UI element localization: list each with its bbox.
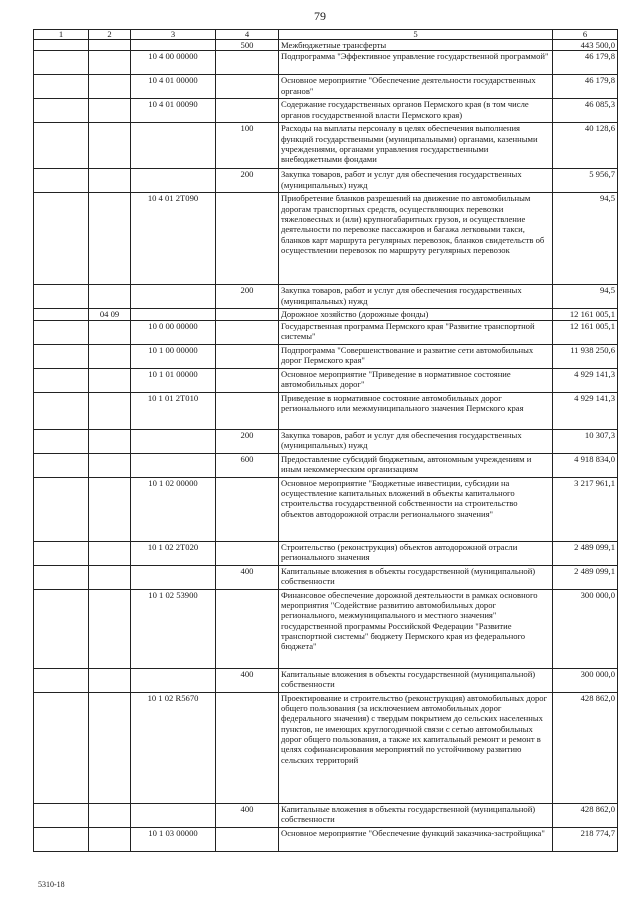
podrazdel-cell	[89, 589, 131, 668]
page-number: 79	[314, 9, 326, 23]
podrazdel-cell	[89, 51, 131, 75]
target-article-cell	[131, 565, 216, 589]
razdel-cell	[34, 123, 89, 169]
amount-cell: 300 000,0	[553, 589, 618, 668]
target-article-cell: 10 1 01 2Т010	[131, 392, 216, 429]
column-header: 6	[553, 30, 618, 40]
amount-cell: 443 500,0	[553, 40, 618, 51]
podrazdel-cell	[89, 368, 131, 392]
expense-type-cell	[216, 75, 279, 99]
table-row	[34, 668, 618, 692]
table-row	[34, 309, 618, 320]
target-article-cell	[131, 169, 216, 193]
podrazdel-cell	[89, 668, 131, 692]
description-cell: Проектирование и строительство (реконструкция) автомобильных дорог общего пользования (за исключением автомобильных дорог федерального значения) с твердым покрытием до сельских населенных пунктов, не имеющих круглогодичной связи с сетью автомобильных дорог общего пользования, а также их капитальный ремонт и ремонт в целях софинансирования мероприятий по устойчивому развитию сельских территорий	[279, 692, 553, 803]
description-cell: Финансовое обеспечение дорожной деятельности в рамках основного мероприятия "Содействие развитию автомобильных дорог регионального, межмуниципального и местного значения" государственной программы Российской Федерации "Развитие транспортной системы" бюджету Пермского края из федерального бюджета"	[279, 589, 553, 668]
expense-type-cell: 200	[216, 429, 279, 453]
expense-type-cell	[216, 692, 279, 803]
amount-cell: 2 489 099,1	[553, 541, 618, 565]
podrazdel-cell	[89, 565, 131, 589]
podrazdel-cell	[89, 541, 131, 565]
description-cell: Подпрограмма "Совершенствование и развитие сети автомобильных дорог Пермского края"	[279, 344, 553, 368]
podrazdel-cell	[89, 827, 131, 851]
target-article-cell: 10 1 00 00000	[131, 344, 216, 368]
amount-cell: 218 774,7	[553, 827, 618, 851]
razdel-cell	[34, 344, 89, 368]
expense-type-cell	[216, 99, 279, 123]
podrazdel-cell	[89, 285, 131, 309]
description-cell: Государственная программа Пермского края "Развитие транспортной системы"	[279, 320, 553, 344]
podrazdel-cell: 04 09	[89, 309, 131, 320]
target-article-cell: 10 1 02 53900	[131, 589, 216, 668]
expense-type-cell	[216, 392, 279, 429]
expense-type-cell	[216, 51, 279, 75]
amount-cell: 10 307,3	[553, 429, 618, 453]
podrazdel-cell	[89, 193, 131, 285]
target-article-cell: 10 4 00 00000	[131, 51, 216, 75]
razdel-cell	[34, 75, 89, 99]
podrazdel-cell	[89, 75, 131, 99]
target-article-cell: 10 1 02 R5670	[131, 692, 216, 803]
expense-type-cell	[216, 827, 279, 851]
expense-type-cell: 600	[216, 453, 279, 477]
expense-type-cell	[216, 368, 279, 392]
description-cell: Закупка товаров, работ и услуг для обеспечения государственных (муниципальных) нужд	[279, 429, 553, 453]
expense-type-cell	[216, 193, 279, 285]
razdel-cell	[34, 309, 89, 320]
table-row	[34, 169, 618, 193]
amount-cell: 46 179,8	[553, 75, 618, 99]
amount-cell: 46 179,8	[553, 51, 618, 75]
razdel-cell	[34, 285, 89, 309]
table-row	[34, 193, 618, 285]
razdel-cell	[34, 477, 89, 541]
table-row	[34, 75, 618, 99]
column-header: 1	[34, 30, 89, 40]
budget-table	[33, 29, 618, 852]
amount-cell: 40 128,6	[553, 123, 618, 169]
table-row	[34, 368, 618, 392]
description-cell: Основное мероприятие "Приведение в нормативное состояние автомобильных дорог"	[279, 368, 553, 392]
razdel-cell	[34, 40, 89, 51]
table-row	[34, 453, 618, 477]
razdel-cell	[34, 169, 89, 193]
table-row	[34, 344, 618, 368]
podrazdel-cell	[89, 169, 131, 193]
expense-type-cell: 200	[216, 285, 279, 309]
razdel-cell	[34, 99, 89, 123]
description-cell: Основное мероприятие "Обеспечение деятельности государственных органов"	[279, 75, 553, 99]
description-cell: Приобретение бланков разрешений на движение по автомобильным дорогам транспортных средств, осуществляющих перевозки тяжеловесных и (или) крупногабаритных грузов, и осуществление деятельности по перевозке пассажиров и багажа легковыми такси, бланков карт маршрута регулярных перевозок, бланков свидетельств об осуществлении перевозок по маршруту регулярных перевозок	[279, 193, 553, 285]
description-cell: Приведение в нормативное состояние автомобильных дорог регионального или межмуниципального значения Пермского края	[279, 392, 553, 429]
podrazdel-cell	[89, 123, 131, 169]
target-article-cell	[131, 803, 216, 827]
expense-type-cell	[216, 320, 279, 344]
amount-cell: 2 489 099,1	[553, 565, 618, 589]
table-header-row	[34, 30, 618, 40]
description-cell: Содержание государственных органов Пермского края (в том числе органов государственной власти Пермского края)	[279, 99, 553, 123]
description-cell: Капитальные вложения в объекты государственной (муниципальной) собственности	[279, 565, 553, 589]
razdel-cell	[34, 320, 89, 344]
expense-type-cell	[216, 589, 279, 668]
podrazdel-cell	[89, 477, 131, 541]
amount-cell: 94,5	[553, 193, 618, 285]
razdel-cell	[34, 565, 89, 589]
table-row	[34, 51, 618, 75]
table-body	[34, 40, 618, 852]
table-row	[34, 285, 618, 309]
razdel-cell	[34, 429, 89, 453]
podrazdel-cell	[89, 99, 131, 123]
amount-cell: 4 918 834,0	[553, 453, 618, 477]
target-article-cell: 10 1 02 2Т020	[131, 541, 216, 565]
target-article-cell	[131, 285, 216, 309]
expense-type-cell: 100	[216, 123, 279, 169]
amount-cell: 11 938 250,6	[553, 344, 618, 368]
description-cell: Предоставление субсидий бюджетным, автономным учреждениям и иным некоммерческим организациям	[279, 453, 553, 477]
amount-cell: 428 862,0	[553, 803, 618, 827]
target-article-cell	[131, 123, 216, 169]
footer-code: 5310-18	[38, 880, 65, 889]
table-row	[34, 40, 618, 51]
description-cell: Основное мероприятие "Обеспечение функций заказчика-застройщика"	[279, 827, 553, 851]
column-header: 4	[216, 30, 279, 40]
razdel-cell	[34, 541, 89, 565]
description-cell: Основное мероприятие "Бюджетные инвестиции, субсидии на осуществление капитальных вложений в объекты капитального строительства государственной собственности на строительство объектов автодорожной отрасли регионального значения"	[279, 477, 553, 541]
podrazdel-cell	[89, 692, 131, 803]
expense-type-cell: 400	[216, 803, 279, 827]
amount-cell: 428 862,0	[553, 692, 618, 803]
razdel-cell	[34, 692, 89, 803]
table-row	[34, 392, 618, 429]
podrazdel-cell	[89, 453, 131, 477]
table-row	[34, 320, 618, 344]
description-cell: Межбюджетные трансферты	[279, 40, 553, 51]
razdel-cell	[34, 51, 89, 75]
table-row	[34, 123, 618, 169]
podrazdel-cell	[89, 392, 131, 429]
expense-type-cell	[216, 309, 279, 320]
target-article-cell	[131, 309, 216, 320]
target-article-cell: 10 1 02 00000	[131, 477, 216, 541]
target-article-cell: 10 4 01 2Т090	[131, 193, 216, 285]
table-row	[34, 565, 618, 589]
expense-type-cell: 400	[216, 668, 279, 692]
description-cell: Расходы на выплаты персоналу в целях обеспечения выполнения функций государственными (муниципальными) органами, казенными учреждениями, органами управления государственными внебюджетными фондами	[279, 123, 553, 169]
table-row	[34, 541, 618, 565]
razdel-cell	[34, 589, 89, 668]
target-article-cell	[131, 40, 216, 51]
table-row	[34, 692, 618, 803]
razdel-cell	[34, 368, 89, 392]
podrazdel-cell	[89, 40, 131, 51]
target-article-cell	[131, 453, 216, 477]
target-article-cell	[131, 429, 216, 453]
description-cell: Капитальные вложения в объекты государственной (муниципальной) собственности	[279, 803, 553, 827]
expense-type-cell	[216, 477, 279, 541]
column-header: 2	[89, 30, 131, 40]
amount-cell: 3 217 961,1	[553, 477, 618, 541]
expense-type-cell: 400	[216, 565, 279, 589]
target-article-cell: 10 1 01 00000	[131, 368, 216, 392]
table-row	[34, 803, 618, 827]
amount-cell: 300 000,0	[553, 668, 618, 692]
podrazdel-cell	[89, 803, 131, 827]
table-row	[34, 429, 618, 453]
table-row	[34, 827, 618, 851]
expense-type-cell: 200	[216, 169, 279, 193]
expense-type-cell	[216, 541, 279, 565]
amount-cell: 12 161 005,1	[553, 309, 618, 320]
column-header: 5	[279, 30, 553, 40]
razdel-cell	[34, 392, 89, 429]
table-row	[34, 99, 618, 123]
target-article-cell: 10 4 01 00000	[131, 75, 216, 99]
razdel-cell	[34, 193, 89, 285]
amount-cell: 12 161 005,1	[553, 320, 618, 344]
target-article-cell	[131, 668, 216, 692]
description-cell: Подпрограмма "Эффективное управление государственной программой"	[279, 51, 553, 75]
amount-cell: 94,5	[553, 285, 618, 309]
table-row	[34, 589, 618, 668]
target-article-cell: 10 4 01 00090	[131, 99, 216, 123]
razdel-cell	[34, 827, 89, 851]
razdel-cell	[34, 668, 89, 692]
amount-cell: 4 929 141,3	[553, 368, 618, 392]
column-header: 3	[131, 30, 216, 40]
amount-cell: 5 956,7	[553, 169, 618, 193]
description-cell: Строительство (реконструкция) объектов автодорожной отрасли регионального значения	[279, 541, 553, 565]
podrazdel-cell	[89, 320, 131, 344]
description-cell: Капитальные вложения в объекты государственной (муниципальной) собственности	[279, 668, 553, 692]
podrazdel-cell	[89, 429, 131, 453]
target-article-cell: 10 1 03 00000	[131, 827, 216, 851]
description-cell: Закупка товаров, работ и услуг для обеспечения государственных (муниципальных) нужд	[279, 169, 553, 193]
description-cell: Дорожное хозяйство (дорожные фонды)	[279, 309, 553, 320]
expense-type-cell	[216, 344, 279, 368]
podrazdel-cell	[89, 344, 131, 368]
razdel-cell	[34, 453, 89, 477]
table-row	[34, 477, 618, 541]
amount-cell: 4 929 141,3	[553, 392, 618, 429]
razdel-cell	[34, 803, 89, 827]
target-article-cell: 10 0 00 00000	[131, 320, 216, 344]
amount-cell: 46 085,3	[553, 99, 618, 123]
expense-type-cell: 500	[216, 40, 279, 51]
description-cell: Закупка товаров, работ и услуг для обеспечения государственных (муниципальных) нужд	[279, 285, 553, 309]
